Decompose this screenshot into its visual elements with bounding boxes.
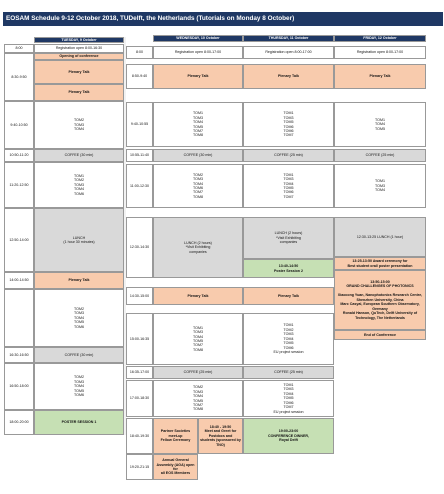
header-thursday: THURSDAY, 11 October: [243, 35, 334, 42]
coffee-break-cell: COFFEE (25 min): [334, 149, 426, 162]
registration-cell: Registration open 8:00-17:00: [243, 46, 334, 59]
lunch-cell: 12:30-13:25 LUNCH (1 hour): [334, 217, 426, 257]
coffee-break-cell: COFFEE (25 min): [243, 149, 334, 162]
session-cell: TOM2 TOM3 TOM4 TOM5 TOM6: [34, 289, 124, 347]
time-cell: 12:50-14:00: [4, 208, 34, 272]
session-cell: TOM2 TOM3 TOM4 TOM5 TOM6: [34, 363, 124, 410]
session-cell: TOM2 TOM3 TOM4 TOM6 TOM7 TOM8: [153, 164, 243, 208]
time-cell: 8:00: [126, 46, 153, 59]
session-cell: TOM1 TOM3 TOM5 TOM6 TOM6 TOM7: [243, 102, 334, 147]
session-cell: TOM1 TOM3 TOM4: [334, 164, 426, 208]
time-cell: 10:55-11:40: [126, 149, 153, 162]
time-cell: 18:00-20:00: [4, 410, 34, 435]
plenary-talk-cell: Plenary Talk: [153, 287, 243, 305]
plenary-talk-cell: Plenary Talk: [243, 287, 334, 305]
lunch-cell: LUNCH (2 hours) *Visit Exhibiting companies: [153, 217, 243, 278]
session-cell: TOM2 TOM3 TOM4: [34, 101, 124, 149]
registration-cell: Registration open 8:00-17:00: [153, 46, 243, 59]
coffee-break-cell: COFFEE (25 min): [243, 366, 334, 379]
poster-session-cell: POSTER SESSION 1: [34, 410, 124, 435]
plenary-talk-cell: Plenary Talk: [34, 272, 124, 289]
registration-cell: Registration open 8:00-16:30: [34, 44, 124, 53]
spacer: [126, 278, 243, 284]
coffee-break-cell: COFFEE (30 min): [34, 347, 124, 363]
plenary-talk-cell: Plenary Talk: [153, 64, 243, 89]
session-cell: TOM1 TOM3 TOM4 TOM5 TOM6 TOM7 EU project session: [243, 380, 334, 417]
session-cell: TOM1 TOM3 TOM4 TOM5 TOM6 TOM7: [243, 164, 334, 208]
registration-cell: Registration open 8:00-17:00: [334, 46, 426, 59]
session-cell: TOM2 TOM3 TOM4 TOM5 TOM7 TOM8: [153, 380, 243, 417]
time-cell: 9:40-10:50: [4, 101, 34, 149]
time-cell: 19:20-21:15: [126, 454, 153, 480]
partner-societies-cell: Partner Societies meet-up Fellow Ceremony: [153, 418, 198, 454]
time-cell: 11:20-12:50: [4, 162, 34, 208]
session-cell: TOM1 TOM3 TOM4 TOM5 TOM7 TOM8: [153, 102, 243, 147]
session-cell: TOM1 TOM2 TOM3 TOM4 TOM5 TOM6 EU project session: [243, 313, 334, 365]
plenary-talk-cell: Plenary Talk: [334, 64, 426, 89]
session-cell: TOM1 TOM3 TOM4 TOM5 TOM7 TOM8: [153, 313, 243, 365]
time-cell: 17:00-18:30: [126, 380, 153, 417]
general-assembly-cell: Annual General Assembly (AGA) open for all EOS Members: [153, 454, 198, 480]
time-cell: 12:30-14:30: [126, 217, 153, 278]
plenary-talk-cell: Plenary Talk: [34, 60, 124, 84]
time-cell: 14:00-14:50: [4, 272, 34, 289]
award-ceremony-cell: 13:25-13:50 Award ceremony for Best student oral/ poster presentation: [334, 257, 426, 270]
coffee-break-cell: COFFEE (25 min): [153, 366, 243, 379]
lunch-cell: LUNCH (1 hour 30 minutes): [34, 208, 124, 272]
page-title: EOSAM Schedule 9-12 October 2018, TUDelft, the Netherlands (Tutorials on Monday 8 October): [3, 12, 443, 26]
time-cell: [4, 289, 34, 347]
time-cell: 14:30-15:00: [126, 287, 153, 305]
time-cell: 9:40-10:55: [126, 102, 153, 147]
time-cell: 16:30-16:50: [4, 347, 34, 363]
lunch-cell: LUNCH (2 hours) *Visit Exhibiting companies: [243, 217, 334, 259]
time-cell: 16:35-17:00: [126, 366, 153, 379]
plenary-talk-cell: Plenary Talk: [34, 84, 124, 101]
end-of-conference-cell: End of Conference: [334, 330, 426, 340]
opening-cell: Opening of conference: [34, 53, 124, 60]
session-cell: TOM1 TOM2 TOM3 TOM4 TOM6: [34, 162, 124, 208]
header-tuesday: TUESDAY, 9 October: [34, 37, 124, 43]
meet-and-greet-cell: 18:40 - 19:50 Meet and Greet for Postdocs and students (sponsored by TNO): [198, 418, 243, 454]
session-cell: TOM1 TOM4 TOM5: [334, 102, 426, 147]
time-cell: 15:00-16:35: [126, 313, 153, 365]
grand-challenges-cell: 13:50-15:00 GRAND CHALLENGES OF PHOTONICS Xiaocong Yuan, Nanophotonics Research Centre, Shenzhen University, China Marc Casyal, European Southern Observatory, Germany Ronald Hanson, QuTech, Delft University of Technology, The Netherlands: [334, 270, 426, 330]
time-cell: 8:00: [4, 44, 34, 53]
coffee-break-cell: COFFEE (30 min): [153, 149, 243, 162]
header-wednesday: WEDNESDAY, 10 October: [153, 35, 243, 42]
plenary-talk-cell: Plenary Talk: [243, 64, 334, 89]
time-cell: 18:40-19:30: [126, 418, 153, 454]
time-cell: 11:00-12:30: [126, 164, 153, 208]
time-cell: 8:50-9:40: [126, 64, 153, 89]
header-friday: FRIDAY, 12 October: [334, 35, 426, 42]
time-cell: 16:50-18:00: [4, 363, 34, 410]
time-cell: 8:30-9:50: [4, 53, 34, 101]
time-cell: 10:50-11:20: [4, 149, 34, 162]
coffee-break-cell: COFFEE (30 min): [34, 149, 124, 162]
conference-dinner-cell: 19:00-23:00 CONFERENCE DINNER, Royal Delft: [243, 418, 334, 454]
poster-session-cell: 13:40-14:50 Poster Session 2: [243, 259, 334, 278]
